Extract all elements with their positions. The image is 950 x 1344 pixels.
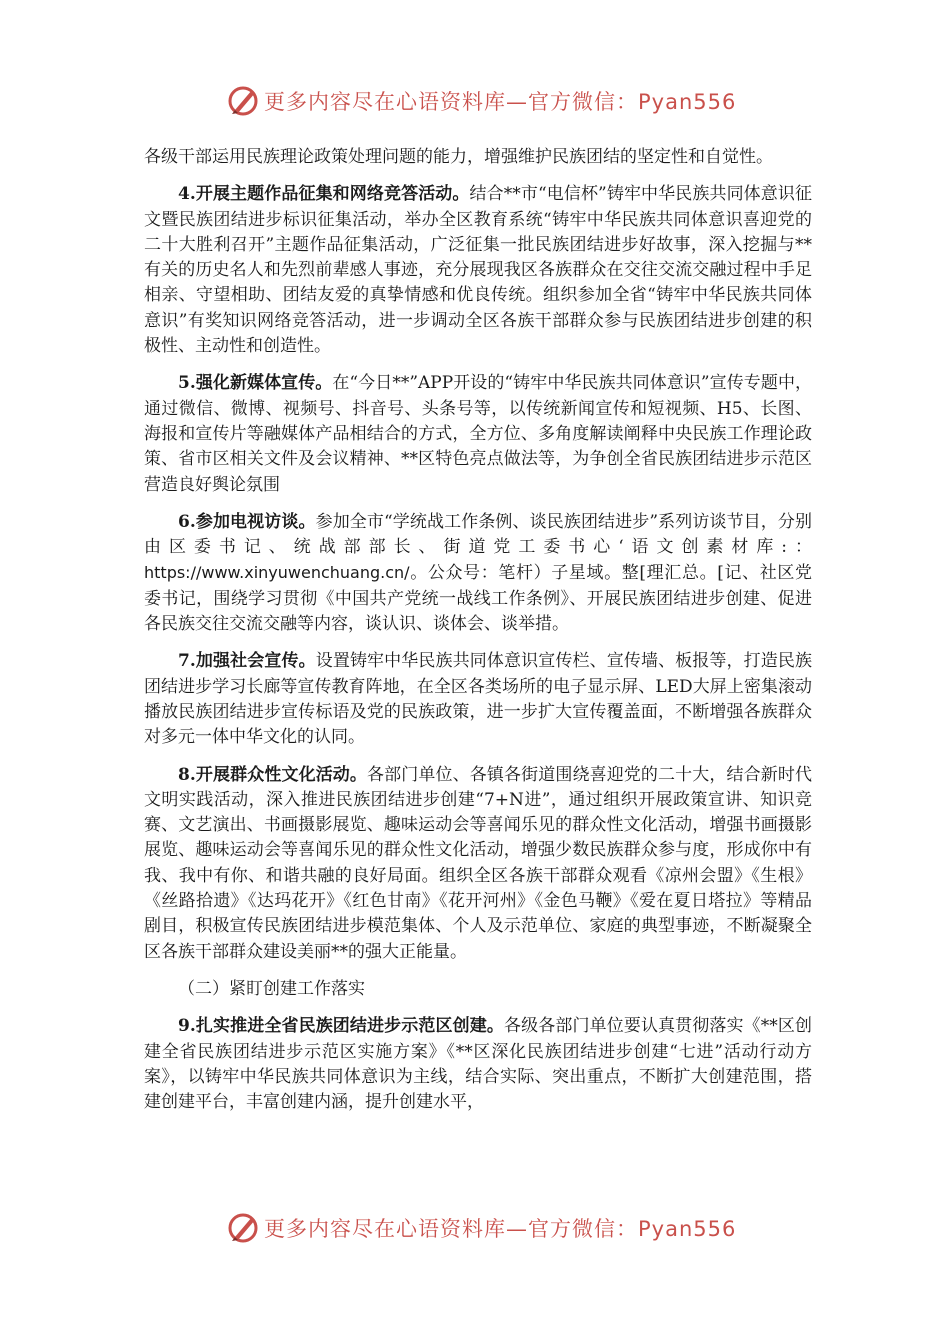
paragraph-5 xyxy=(144,371,812,497)
paragraph-7 xyxy=(144,649,812,750)
paragraph-9-title: 9.扎实推进全省民族团结进步示范区创建。 xyxy=(178,1016,504,1037)
paragraph-continuation: 各级干部运用民族理论政策处理问题的能力，增强维护民族团结的坚定性和自觉性。 xyxy=(144,147,773,167)
pen-in-circle-icon xyxy=(226,1211,260,1245)
watermark-text: 更多内容尽在心语资料库—官方微信：Pyan556 xyxy=(264,90,737,114)
paragraph-8-body: 各部门单位、各镇各街道围绕喜迎党的二十大，结合新时代文明实践活动，深入推进民族团结进步创建“7+N进”，通过组织开展政策宣讲、知识竞赛、文艺演出、书画摄影展览、趣味运动会等喜闻乐见的群众性文化活动，增强书画摄影展览、趣味运动会等喜闻乐见的群众性文化活动，增强少数民族群众参与度，形成你中有我、我中有你、和谐共融的良好局面。组织全区各族干部群众观看《凉州会盟》《生根》《丝路拾遗》《达玛花开》《红色甘南》《花开河州》《金色马鞭》《爱在夏日塔拉》等精品剧目，积极宣传民族团结进步模范集体、个人及示范单位、家庭的典型事迹，不断凝聚全区各族干部群众建设美丽**的强大正能量。 xyxy=(144,764,812,962)
paragraph-6-url: https://www.xinyuwenchuang.cn/ xyxy=(144,563,410,583)
paragraph-7-title: 7.加强社会宣传。 xyxy=(178,651,316,672)
paragraph-5-body: 在“今日**”APP开设的“铸牢中华民族共同体意识”宣传专题中，通过微信、微博、视频号、抖音号、头条号等，以传统新闻宣传和短视频、H5、长图、海报和宣传片等融媒体产品相结合的方式，全方位、多角度解读阐释中央民族工作理论政策、省市区相关文件及会议精神、**区特色亮点做法等，为争创全省民族团结进步示范区营造良好舆论氛围 xyxy=(144,373,813,495)
document-body xyxy=(144,145,812,1127)
paragraph-6-body-b: 。公众号：笔杆）子星域。整[理汇总。[记、社区党委书记，围绕学习贯彻《中国共产党统一战线工作条例》、开展民族团结进步创建、促进各民族交往交流交融等内容，谈认识、谈体会、谈举措。 xyxy=(144,563,812,635)
paragraph-9 xyxy=(144,1014,812,1115)
paragraph-5-title: 5.强化新媒体宣传。 xyxy=(178,373,333,394)
watermark-text: 更多内容尽在心语资料库—官方微信：Pyan556 xyxy=(264,1217,737,1241)
pen-in-circle-icon xyxy=(226,84,260,118)
paragraph-6-title: 6.参加电视访谈。 xyxy=(178,511,316,532)
paragraph-4-title: 4.开展主题作品征集和网络竞答活动。 xyxy=(178,184,470,205)
paragraph-9-body: 各级各部门单位要认真贯彻落实《**区创建全省民族团结进步示范区实施方案》《**区深化民族团结进步创建“七进”活动行动方案》，以铸牢中华民族共同体意识为主线，结合实际、突出重点，不断扩大创建范围，搭建创建平台，丰富创建内涵，提升创建水平， xyxy=(144,1016,813,1113)
paragraph-6 xyxy=(144,510,812,637)
watermark-banner-top xyxy=(226,84,736,118)
section-heading: （二）紧盯创建工作落实 xyxy=(178,978,365,999)
paragraph-6-body-a: 参加全市“学统战工作条例、谈民族团结进步”系列访谈节目，分别由区委书记、统战部部长、街道党工委书心‘语文创素材库:： xyxy=(144,511,812,558)
paragraph-4-body: 结合**市“电信杯”铸牢中华民族共同体意识征文暨民族团结进步标识征集活动，举办全区教育系统“铸牢中华民族共同体意识喜迎党的二十大胜利召开”主题作品征集活动，广泛征集一批民族团结进步好故事，深入挖掘与**有关的历史名人和先烈前辈感人事迹，充分展现我区各族群众在交往交流交融过程中手足相亲、守望相助、团结友爱的真挚情感和优良传统。组织参加全省“铸牢中华民族共同体意识”有奖知识网络竞答活动，进一步调动全区各族干部群众参与民族团结进步创建的积极性、主动性和创造性。 xyxy=(144,184,812,357)
watermark-banner-bottom xyxy=(226,1211,736,1245)
paragraph-8 xyxy=(144,763,812,965)
paragraph-7-body: 设置铸牢中华民族共同体意识宣传栏、宣传墙、板报等，打造民族团结进步学习长廊等宣传教育阵地，在全区各类场所的电子显示屏、LED大屏上密集滚动播放民族团结进步宣传标语及党的民族政策，进一步扩大宣传覆盖面，不断增强各族群众对多元一体中华文化的认同。 xyxy=(144,651,813,748)
paragraph-4 xyxy=(144,182,812,359)
paragraph-8-title: 8.开展群众性文化活动。 xyxy=(178,764,368,785)
